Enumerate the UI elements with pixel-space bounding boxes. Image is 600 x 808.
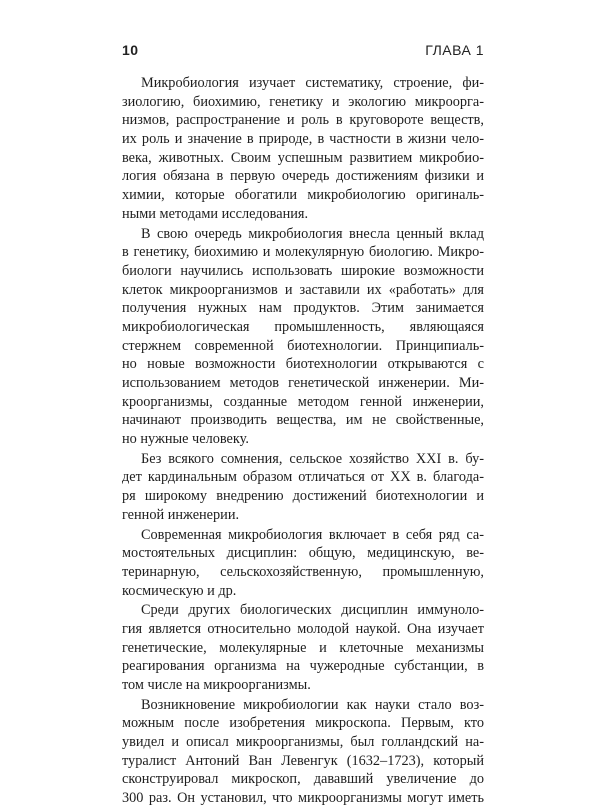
paragraph [122,450,484,525]
text-line: биологи научились использовать широкие возможности [122,262,484,279]
text-line: Без всякого сомнения, сельское хозяйство XXI в. бу- [141,450,484,467]
paragraph [122,601,484,694]
text-line: начинают производить вещества, им не свойственные, [122,412,484,429]
text-line: клеток микроорганизмов и заставили их «работать» для [122,281,484,298]
text-line: химии, которые обогатили микробиологию оригиналь- [122,187,484,204]
text-line: Среди других биологических дисциплин иммуноло- [141,602,484,619]
text-line: получения нужных нам продуктов. Этим занимается [122,300,484,317]
text-line: сконструировал микроскоп, дававший увеличение до [122,771,484,788]
text-line: низмов, распространение и роль в круговороте веществ, [122,112,484,129]
body-text [122,74,484,808]
text-line: мостоятельных дисциплин: общую, медицинскую, ве- [122,545,484,562]
text-line: 300 раз. Он установил, что микроорганизмы могут иметь [122,790,484,807]
text-line: использованием методов генетической инженерии. Ми- [122,375,484,391]
text-line: зиологию, биохимию, генетику и экологию микроорга- [122,93,484,110]
text-line: в генетику, биохимию и молекулярную биологию. Микро- [122,244,484,261]
text-line: увидел и описал микроорганизмы, был голландский на- [122,734,484,751]
text-line: космическую и др. [122,582,237,599]
text-line: В свою очередь микробиология внесла ценный вклад [141,225,484,242]
text-line: Современная микробиология включает в себя ряд са- [141,526,484,543]
text-line: логия обязана в первую очередь достижениям физики и [122,168,484,185]
paragraph [122,74,484,224]
text-line: теринарную, сельскохозяйственную, промышленную, [122,563,484,580]
text-line: ными методами исследования. [122,205,309,222]
text-line: Микробиология изучает систематику, строение, фи- [141,75,484,91]
page-header [122,42,484,60]
text-line: их роль и значение в природе, в частности в жизни чело- [122,131,484,148]
paragraph [122,225,484,449]
text-line: века, животных. Своим успешным развитием микробио- [122,149,484,166]
text-line: туралист Антоний Ван Левенгук (1632–1723), который [122,752,484,769]
text-line: кроорганизмы, созданные методом генной инженерии, [122,393,484,410]
paragraph [122,696,484,808]
text-line: можным после изобретения микроскопа. Первым, кто [122,715,484,732]
text-line: микробиологическая промышленность, являющаяся [122,318,484,335]
text-line: том числе на микроорганизмы. [122,677,311,693]
chapter-title: ГЛАВА 1 [425,42,484,58]
text-line: генетические, молекулярные и клеточные механизмы [122,639,484,656]
page-number: 10 [122,42,139,58]
text-line: реагирования организма на чужеродные субстанции, в [122,658,484,675]
text-line: ря широкому внедрению достижений биотехнологии и [122,488,484,505]
text-line: стержнем современной биотехнологии. Принципиаль- [122,337,484,354]
text-line: гия является относительно молодой наукой. Она изучает [122,620,484,637]
text-line: но нужные человеку. [122,431,249,448]
text-line: дет кардинальным образом отличаться от XX в. благода- [122,469,484,486]
paragraph [122,526,484,601]
text-line: генной инженерии. [122,506,240,523]
text-line: но новые возможности биотехнологии открываются с [122,356,484,373]
text-line: Возникновение микробиологии как науки стало воз- [141,696,484,713]
